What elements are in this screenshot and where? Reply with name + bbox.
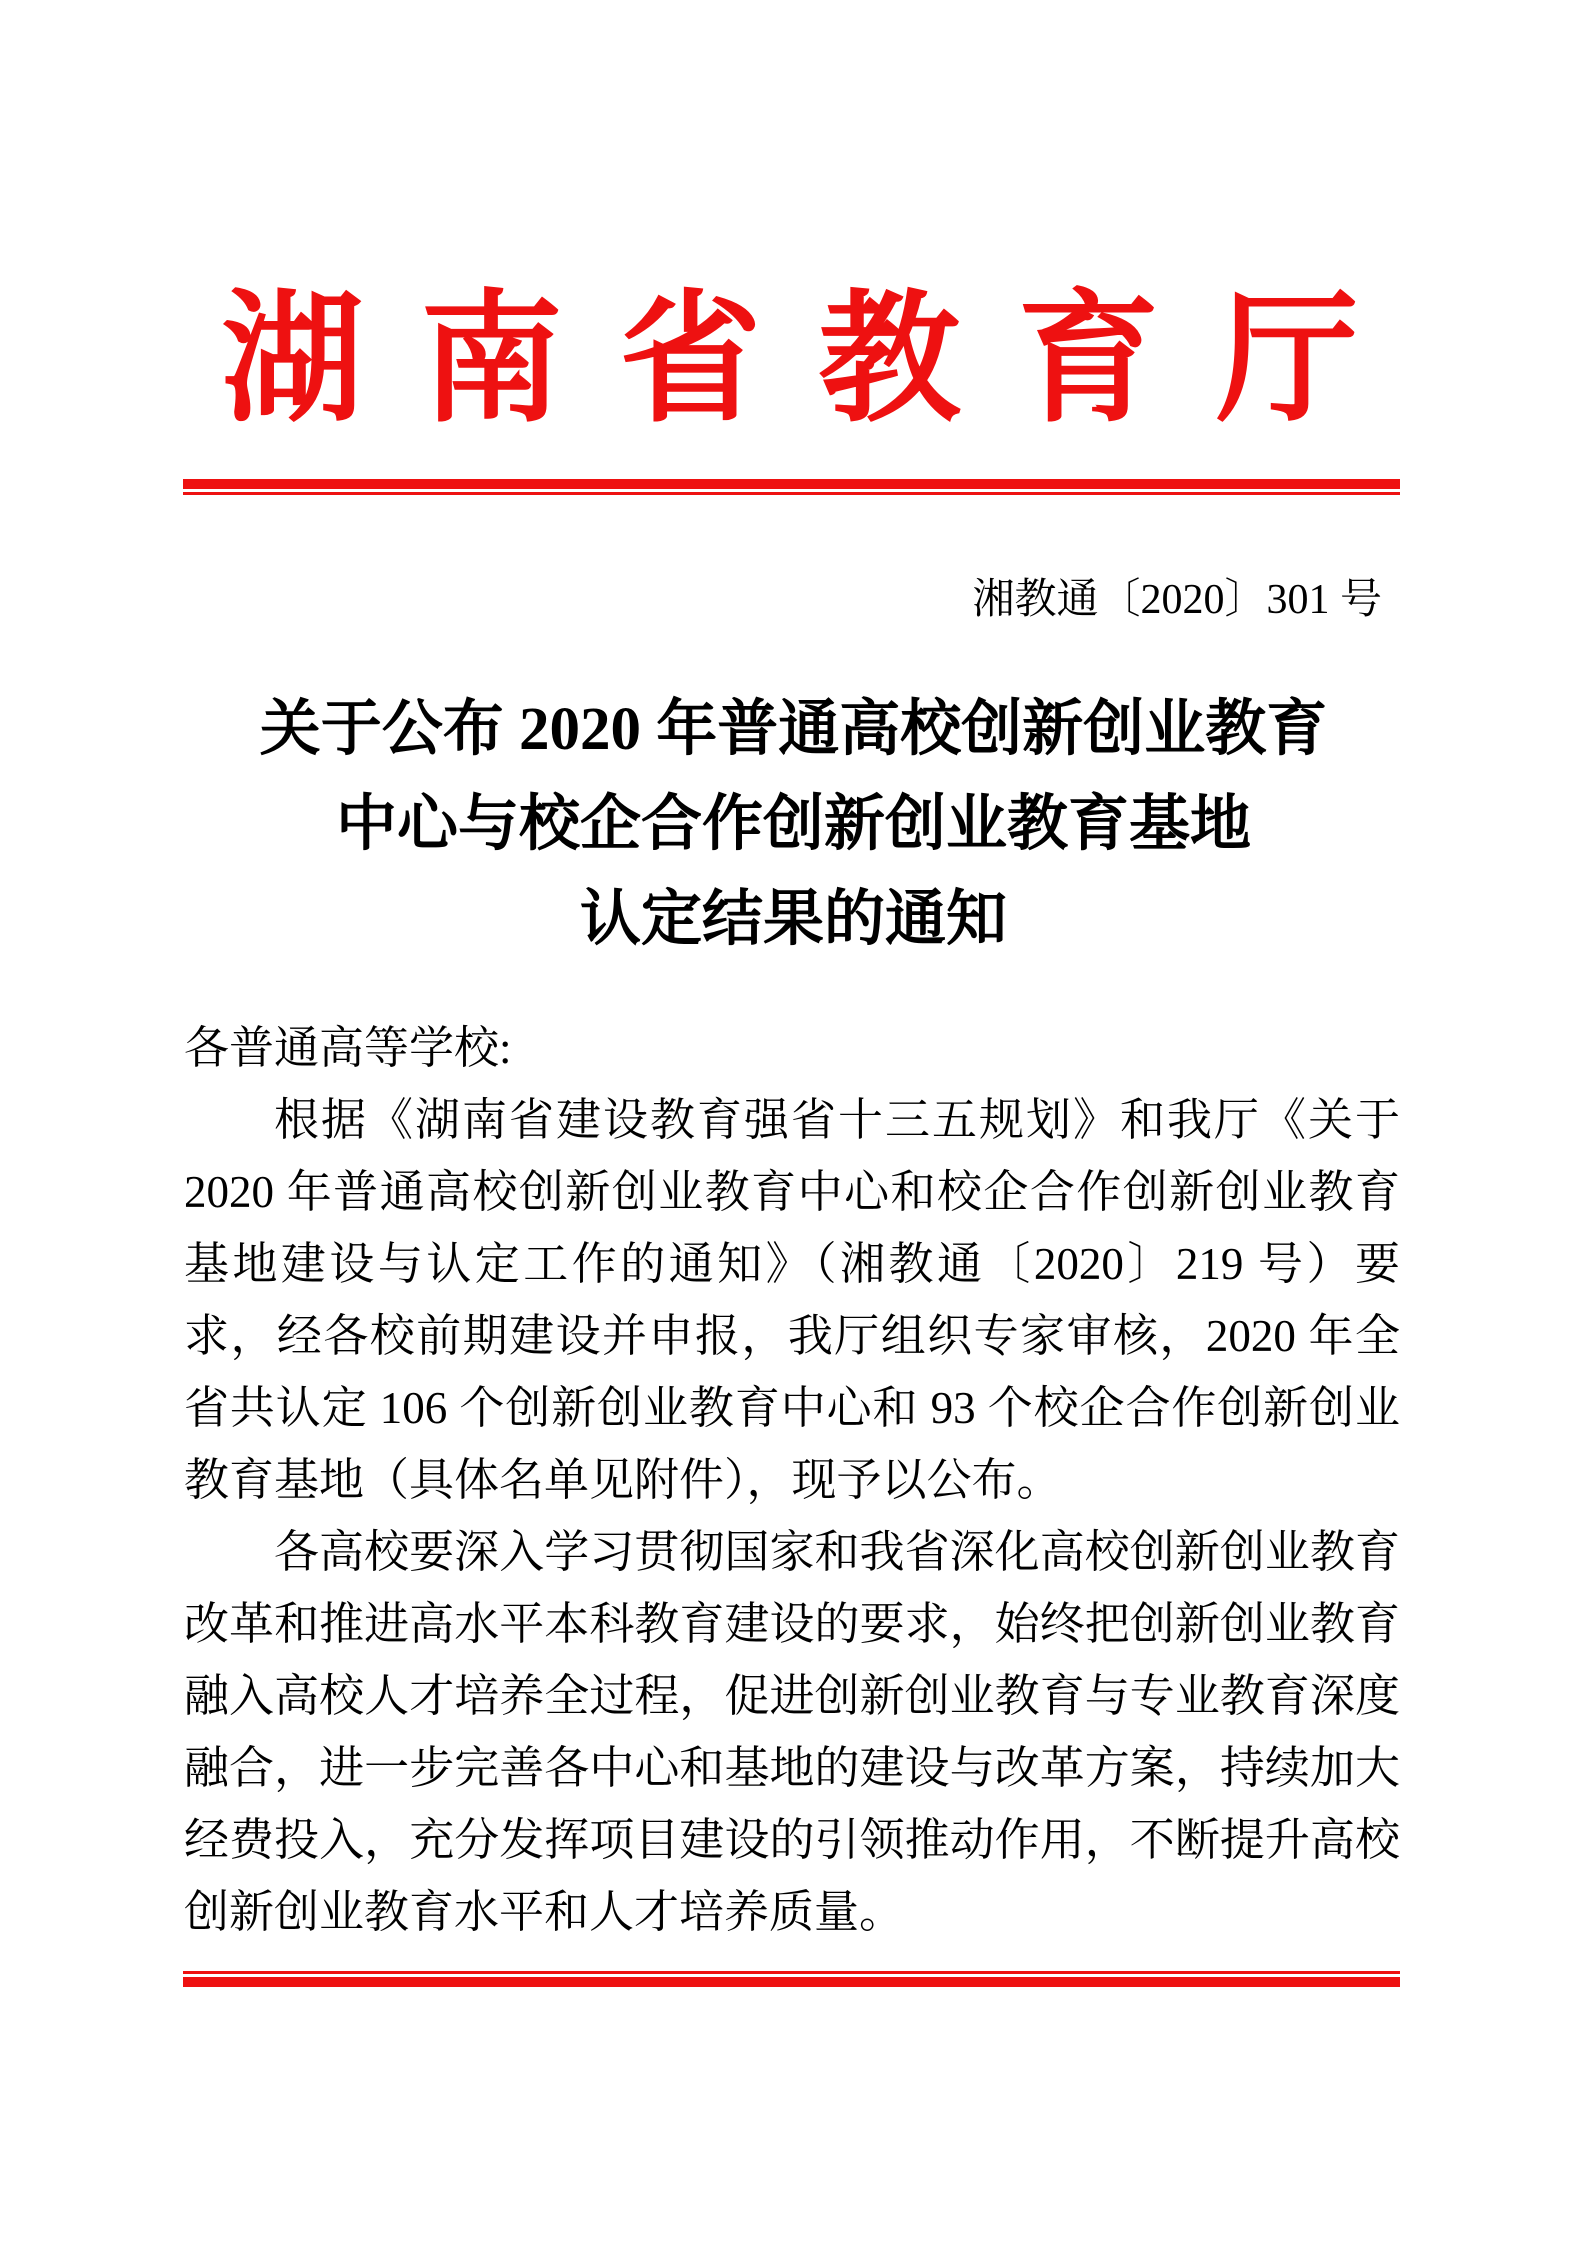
footer-separator-thick-bar bbox=[183, 1977, 1400, 1987]
document-title-line-3: 认定结果的通知 bbox=[579, 886, 1007, 953]
footer-separator-line bbox=[183, 1971, 1400, 1987]
salutation: 各普通高等学校: bbox=[184, 1023, 512, 1073]
body-paragraph-1: 根据《湖南省建设教育强省十三五规划》和我厅《关于 2020 年普通高校创新创业教育中心和校企合作创新创业教育基地建设与认定工作的通知》（湘教通〔2020〕219 号）要求，经各校前期建设并申报，我厅组织专家审核，2020 年全省共认定 106 个创新创业教育中心和 93 个校企合作创新创业教育基地（具体名单见附件），现予以公布。 bbox=[184, 1095, 1400, 1505]
document-number: 湘教通〔2020〕301 号 bbox=[972, 577, 1382, 623]
document-title-line-1: 关于公布 2020 年普通高校创新创业教育 bbox=[259, 696, 1328, 763]
agency-header-title: 湖南省教育厅 bbox=[221, 281, 1416, 439]
document-body bbox=[184, 1012, 1400, 1948]
header-separator-thin-bar bbox=[183, 492, 1400, 495]
body-paragraph-2: 各高校要深入学习贯彻国家和我省深化高校创新创业教育改革和推进高水平本科教育建设的要求，始终把创新创业教育融入高校人才培养全过程，促进创新创业教育与专业教育深度融合，进一步完善各中心和基地的建设与改革方案，持续加大经费投入，充分发挥项目建设的引领推动作用，不断提升高校创新创业教育水平和人才培养质量。 bbox=[184, 1527, 1400, 1937]
header-separator-thick-bar bbox=[183, 479, 1400, 489]
document-title-line-2: 中心与校企合作创新创业教育基地 bbox=[335, 791, 1251, 858]
header-separator-line bbox=[183, 479, 1400, 495]
document-title bbox=[0, 682, 1587, 967]
